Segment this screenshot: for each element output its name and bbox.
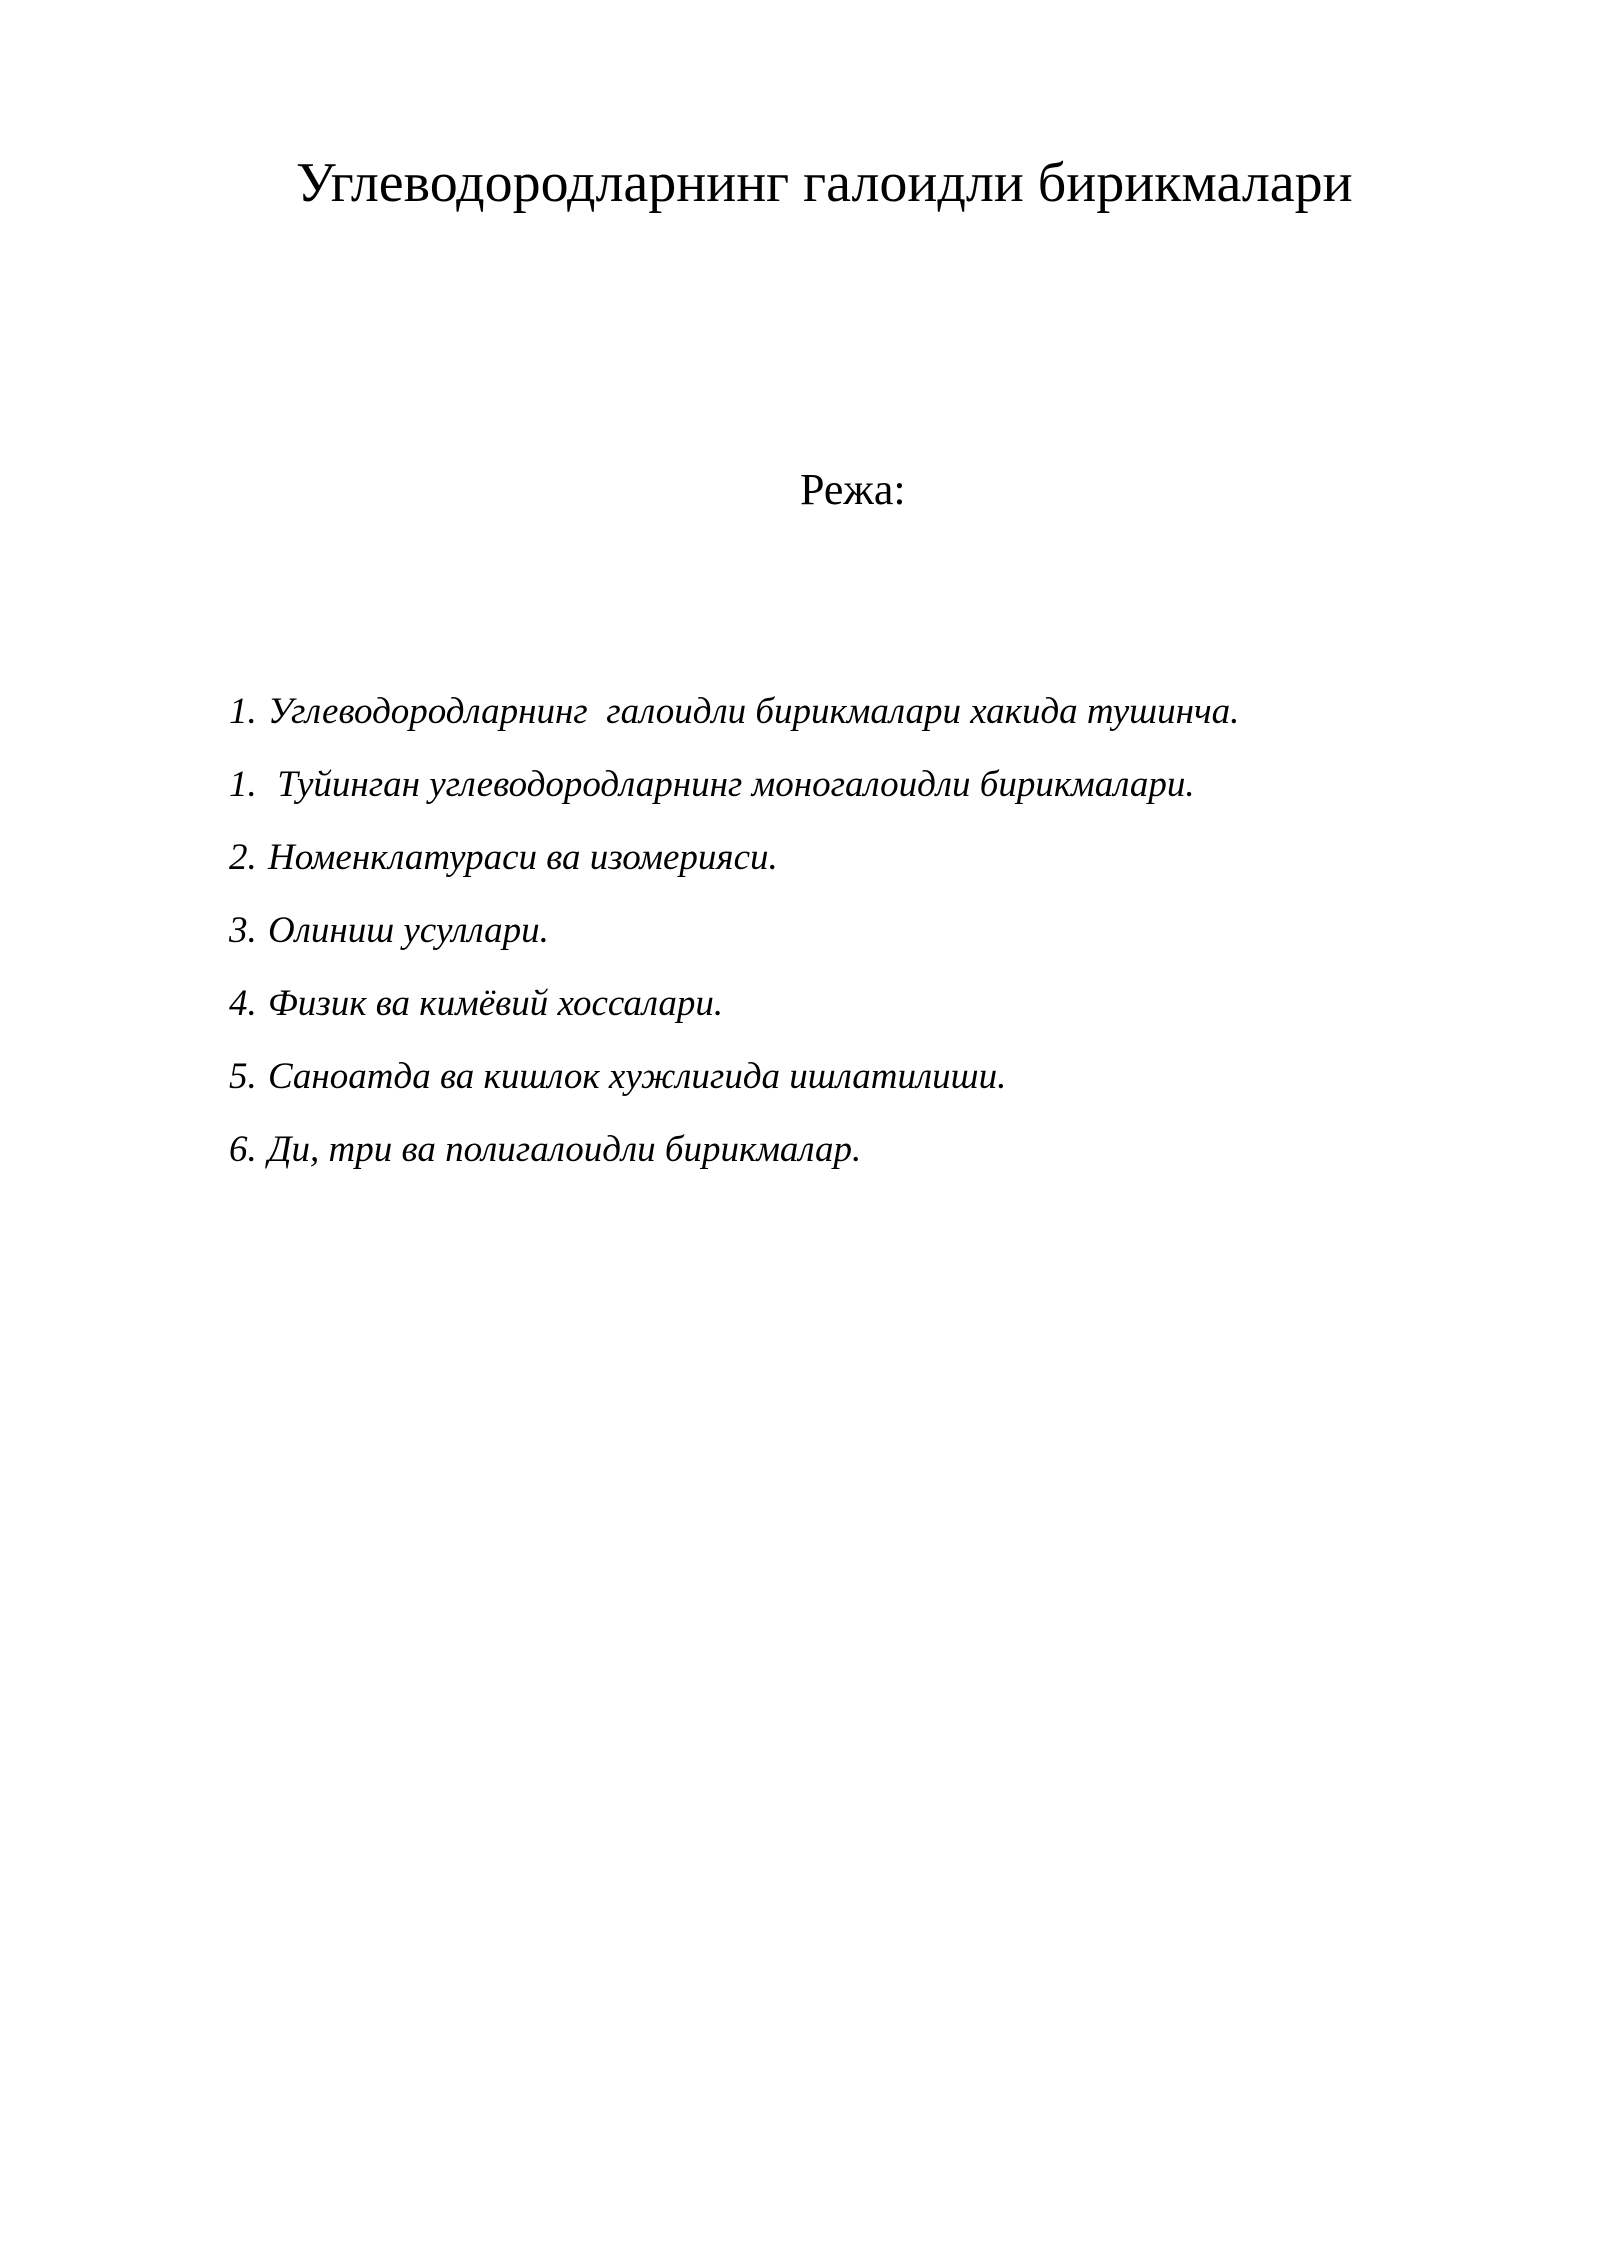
plan-item-text: Углеводородларнинг галоидли бирикмалари хакида тушинча. <box>268 691 1240 732</box>
plan-item <box>229 909 1479 982</box>
plan-heading: Режа: <box>800 465 906 514</box>
plan-item-number: 5. <box>229 1056 257 1097</box>
plan-item-text: Олиниш усуллари. <box>268 910 549 951</box>
plan-item <box>229 836 1479 909</box>
plan-list <box>229 690 1479 1201</box>
plan-item-number: 2. <box>229 837 257 878</box>
plan-item <box>229 1055 1479 1128</box>
plan-item <box>229 690 1479 763</box>
document-title: Углеводородларнинг галоидли бирикмалари <box>296 152 1353 214</box>
plan-item-text: Физик ва кимёвий хоссалари. <box>268 983 724 1024</box>
plan-item-number: 3. <box>229 910 257 951</box>
plan-item-text: Ди, три ва полигалоидли бирикмалар. <box>268 1129 862 1170</box>
plan-item-text: Номенклатураси ва изомерияси. <box>268 837 778 878</box>
plan-item <box>229 982 1479 1055</box>
plan-item-number: 6. <box>229 1129 257 1170</box>
plan-item-number: 4. <box>229 983 257 1024</box>
plan-item <box>229 763 1479 836</box>
plan-item-text: Туйинган углеводородларнинг моногалоидли бирикмалари. <box>268 764 1195 805</box>
plan-item-number: 1. <box>229 691 257 732</box>
plan-item <box>229 1128 1479 1201</box>
plan-item-number: 1. <box>229 764 257 805</box>
plan-item-text: Саноатда ва кишлок хужлигида ишлатилиши. <box>268 1056 1007 1097</box>
